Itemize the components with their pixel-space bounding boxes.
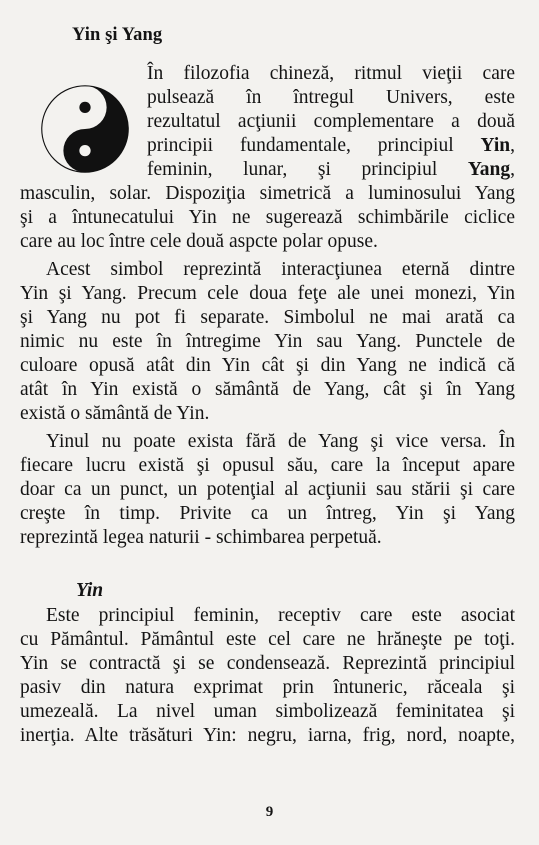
text-line: creşte în timp. Privite ca un întreg, Yin şi Yang: [20, 503, 515, 524]
text-line: În filozofia chineză, ritmul vieţii care: [147, 63, 515, 84]
section-heading: Yin: [76, 580, 104, 601]
text-line: rezultatul acţiunii complementare a două: [147, 111, 515, 132]
text-line: Yin şi Yang. Precum cele doua feţe ale unei monezi, Yin: [20, 283, 515, 304]
text-line: doar ca un punct, un potenţial al acţiunii sau stării şi care: [20, 479, 515, 500]
text-line: atât în Yin există o sământă de Yang, cât şi în Yang: [20, 379, 515, 400]
text-line: culoare opusă atât din Yin cât şi din Yang ne indică că: [20, 355, 515, 376]
text-line: există o sământă de Yin.: [20, 403, 210, 424]
text-line: feminin, lunar, şi principiul Yang,: [147, 159, 515, 180]
text-line: nimic nu este în întregime Yin sau Yang. Punctele de: [20, 331, 515, 352]
text-line: cu Pământul. Pământul este cel care ne hrăneşte pe toţi.: [20, 629, 515, 650]
text-line: Acest simbol reprezintă interacţiunea eternă dintre: [46, 259, 515, 280]
text-line: pasiv din natura exprimat prin întuneric, răceala şi: [20, 677, 515, 698]
text-line: umezeală. La nivel uman simbolizează feminitatea şi: [20, 701, 515, 722]
page-title: Yin şi Yang: [72, 25, 163, 45]
text-line: şi Yang nu pot fi separate. Simbolul ne mai arată ca: [20, 307, 515, 328]
text-line: şi a întunecatului Yin ne sugerează schimbările ciclice: [20, 207, 515, 228]
text-line: Este principiul feminin, receptiv care este asociat: [46, 605, 515, 626]
text-line: masculin, solar. Dispoziţia simetrică a luminosului Yang: [20, 183, 515, 204]
text-line: fiecare lucru există şi opusul său, care la început apare: [20, 455, 515, 476]
text-line: Yinul nu poate exista fără de Yang şi vice versa. În: [46, 431, 515, 452]
text-line: Yin se contractă şi se condensează. Reprezintă principiul: [20, 653, 515, 674]
text-line: reprezintă legea naturii - schimbarea perpetuă.: [20, 527, 382, 548]
page-number: 9: [265, 804, 274, 820]
text-line: care au loc între cele două aspcte polar opuse.: [20, 231, 378, 252]
text-line: inerţia. Alte trăsături Yin: negru, iarna, frig, nord, noapte,: [20, 725, 515, 746]
text-line: principii fundamentale, principiul Yin,: [147, 135, 515, 156]
text-line: pulsează în întregul Univers, este: [147, 87, 515, 108]
